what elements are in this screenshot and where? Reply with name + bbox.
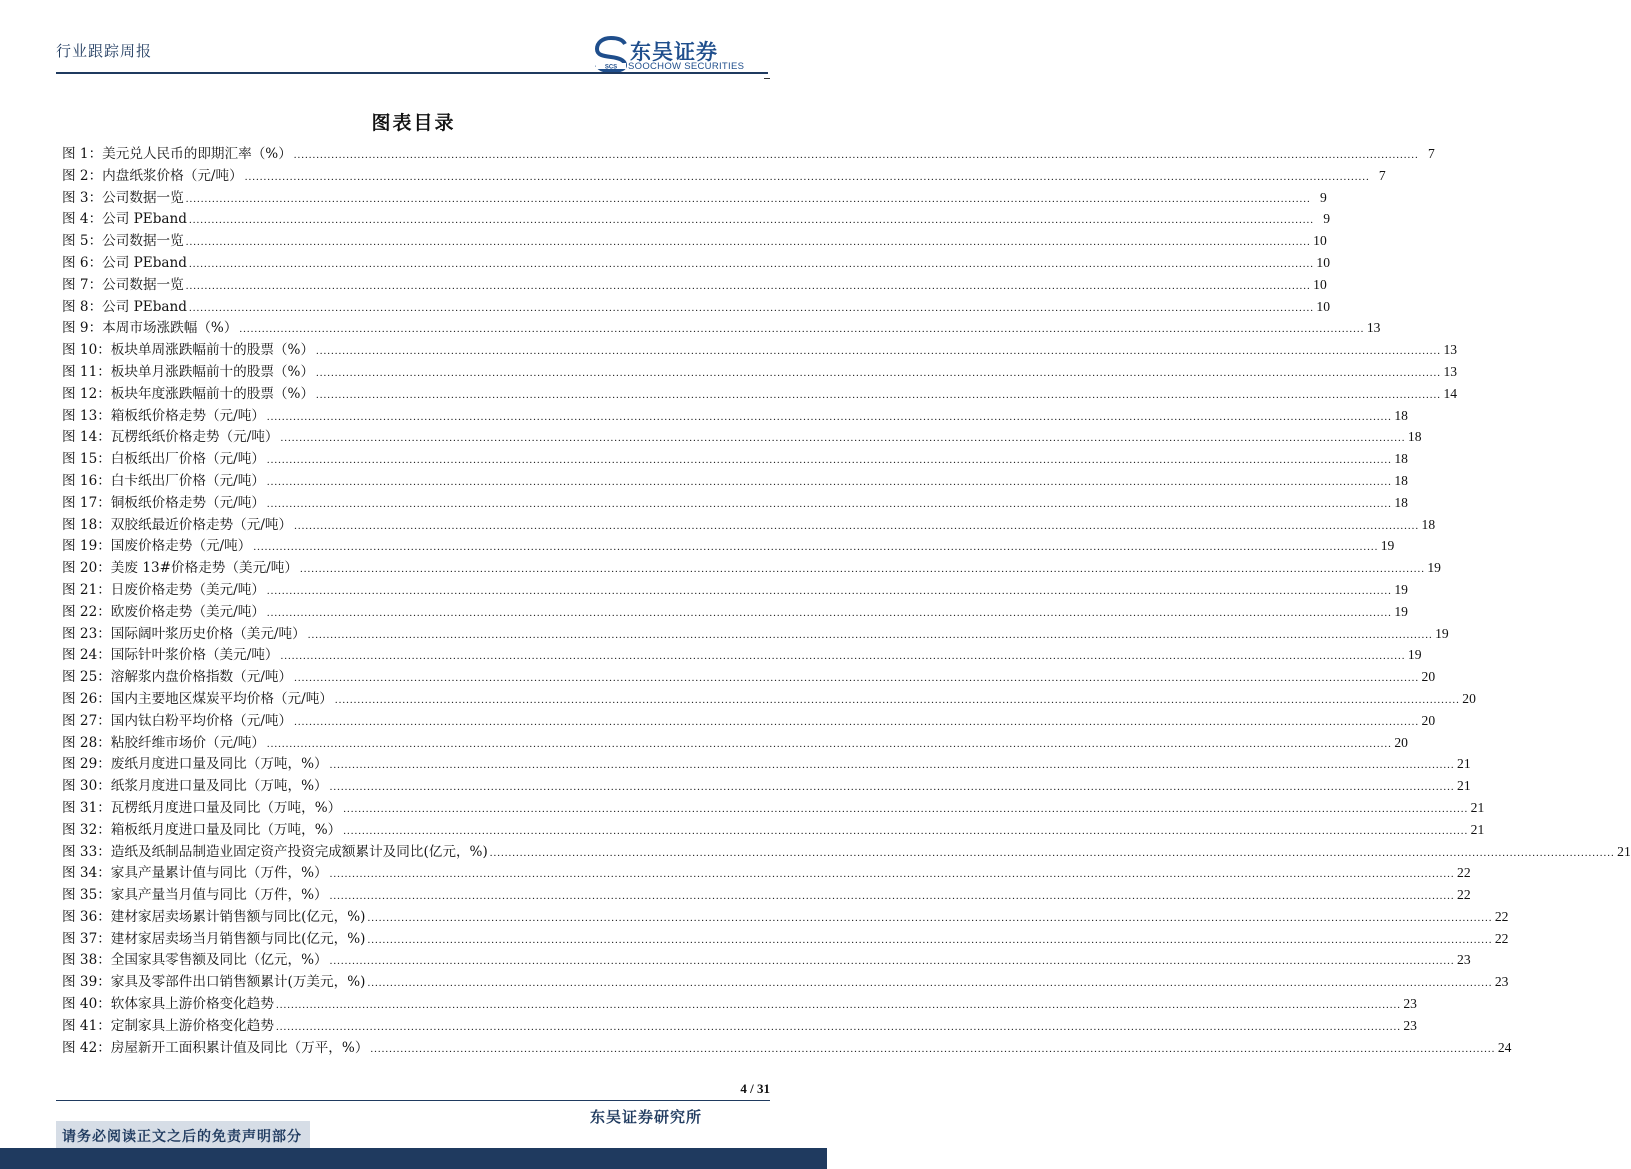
toc-entry-page: 9: [1319, 189, 1327, 205]
toc-entry-page: 18: [1394, 451, 1408, 467]
toc-dot-leader: ............................................................................................................................................................................................................................................................................................................: [343, 824, 1469, 837]
toc-dot-leader: ............................................................................................................................................................................................................................................................................................................: [266, 454, 1392, 467]
toc-entry-page: 21: [1470, 821, 1485, 837]
toc-entry-label: 图 35：家具产量当月值与同比（万件，%）: [62, 887, 328, 904]
toc-entry-page: 20: [1394, 734, 1408, 750]
toc-dot-leader: ............................................................................................................................................................................................................................................................................................................: [316, 345, 1442, 358]
toc-entry-page: 19: [1380, 538, 1395, 554]
logo-english-name: SOOCHOW SECURITIES: [628, 61, 745, 72]
toc-entry[interactable]: [62, 928, 1509, 950]
toc-entry-page: 21: [1470, 799, 1485, 815]
toc-entry[interactable]: [62, 623, 1449, 645]
toc-entry-label: 图 16：白卡纸出厂价格（元/吨）: [62, 472, 265, 489]
toc-entry-label: 图 5：公司数据一览: [62, 233, 184, 250]
table-of-figures: [62, 143, 1631, 1058]
toc-entry-label: 图 20：美废 13#价格走势（美元/吨）: [62, 560, 298, 577]
toc-entry[interactable]: [62, 383, 1458, 405]
toc-entry[interactable]: [62, 841, 1631, 863]
toc-entry[interactable]: [62, 601, 1408, 623]
toc-entry[interactable]: [62, 753, 1471, 775]
toc-dot-leader: ............................................................................................................................................................................................................................................................................................................: [329, 781, 1455, 794]
toc-dot-leader: ............................................................................................................................................................................................................................................................................................................: [329, 955, 1455, 968]
toc-entry-label: 图 12：板块年度涨跌幅前十的股票（%）: [62, 385, 315, 402]
toc-entry-label: 图 41：定制家具上游价格变化趋势: [62, 1017, 274, 1034]
toc-entry-page: 22: [1457, 865, 1471, 881]
toc-entry[interactable]: [62, 208, 1330, 230]
toc-entry-page: 7: [1378, 167, 1386, 183]
toc-entry-page: 9: [1323, 211, 1330, 227]
toc-entry-label: 图 4：公司 PEband: [62, 211, 187, 228]
toc-entry[interactable]: [62, 971, 1509, 993]
footer-bar: [0, 1148, 827, 1169]
toc-entry[interactable]: [62, 405, 1408, 427]
toc-entry[interactable]: [62, 339, 1458, 361]
toc-entry[interactable]: [62, 426, 1422, 448]
toc-entry[interactable]: [62, 252, 1330, 274]
toc-dot-leader: ............................................................................................................................................................................................................................................................................................................: [343, 802, 1469, 815]
toc-entry[interactable]: [62, 906, 1509, 928]
toc-entry-page: 21: [1457, 756, 1471, 772]
toc-entry-page: 23: [1403, 1017, 1417, 1033]
footer-organization: 东吴证券研究所: [590, 1108, 703, 1126]
toc-dot-leader: ............................................................................................................................................................................................................................................................................................................: [334, 693, 1460, 706]
toc-dot-leader: ............................................................................................................................................................................................................................................................................................................: [307, 628, 1433, 641]
toc-entry[interactable]: [62, 361, 1458, 383]
toc-dot-leader: ............................................................................................................................................................................................................................................................................................................: [316, 388, 1442, 401]
toc-dot-leader: ............................................................................................................................................................................................................................................................................................................: [329, 759, 1455, 772]
toc-entry[interactable]: [62, 317, 1381, 339]
toc-entry-page: 18: [1421, 516, 1436, 532]
report-type: 行业跟踪周报: [56, 42, 153, 60]
toc-entry[interactable]: [62, 579, 1408, 601]
toc-dot-leader: ............................................................................................................................................................................................................................................................................................................: [275, 999, 1401, 1012]
toc-dot-leader: ............................................................................................................................................................................................................................................................................................................: [367, 933, 1493, 946]
toc-entry-label: 图 6：公司 PEband: [62, 254, 187, 271]
toc-entry-label: 图 40：软体家具上游价格变化趋势: [62, 996, 274, 1013]
toc-dot-leader: ............................................................................................................................................................................................................................................................................................................: [370, 1042, 1496, 1055]
toc-entry-label: 图 1：美元兑人民币的即期汇率（%）: [62, 146, 292, 162]
toc-dot-leader: ............................................................................................................................................................................................................................................................................................................: [280, 432, 1406, 445]
toc-entry-label: 图 31：瓦楞纸月度进口量及同比（万吨，%）: [62, 799, 342, 816]
toc-entry-label: 图 21：日废价格走势（美元/吨）: [62, 581, 265, 598]
toc-entry-label: 图 39：家具及零部件出口销售额累计(万美元，%): [62, 974, 366, 991]
header-divider-tail: [764, 78, 770, 79]
toc-entry-label: 图 28：粘胶纤维市场价（元/吨）: [62, 734, 265, 751]
toc-entry[interactable]: [62, 1015, 1417, 1037]
toc-dot-leader: ............................................................................................................................................................................................................................................................................................................: [266, 410, 1392, 423]
toc-entry-label: 图 42：房屋新开工面积累计值及同比（万平，%）: [62, 1039, 369, 1056]
toc-entry-page: 18: [1407, 429, 1422, 445]
toc-entry-page: 24: [1497, 1039, 1512, 1055]
toc-entry[interactable]: [62, 143, 1435, 165]
toc-entry-page: 19: [1394, 603, 1408, 619]
toc-entry-page: 10: [1316, 254, 1330, 270]
toc-entry[interactable]: [62, 187, 1327, 209]
toc-entry-page: 13: [1443, 363, 1458, 379]
toc-dot-leader: ............................................................................................................................................................................................................................................................................................................: [489, 846, 1615, 859]
toc-entry-page: 10: [1313, 233, 1327, 249]
toc-entry-label: 图 22：欧废价格走势（美元/吨）: [62, 603, 265, 620]
toc-entry-page: 18: [1394, 472, 1408, 488]
toc-entry[interactable]: [62, 862, 1471, 884]
toc-dot-leader: ............................................................................................................................................................................................................................................................................................................: [294, 672, 1420, 685]
toc-entry[interactable]: [62, 535, 1395, 557]
toc-entry[interactable]: [62, 666, 1436, 688]
toc-dot-leader: ............................................................................................................................................................................................................................................................................................................: [189, 257, 1314, 270]
toc-entry-page: 20: [1462, 690, 1476, 706]
toc-entry[interactable]: [62, 797, 1485, 819]
toc-entry-page: 19: [1435, 625, 1449, 641]
toc-dot-leader: ............................................................................................................................................................................................................................................................................................................: [189, 301, 1314, 314]
toc-dot-leader: ............................................................................................................................................................................................................................................................................................................: [275, 1020, 1401, 1033]
toc-entry[interactable]: [62, 230, 1327, 252]
toc-entry-page: 7: [1428, 146, 1435, 161]
toc-entry[interactable]: [62, 710, 1436, 732]
toc-dot-leader: ............................................................................................................................................................................................................................................................................................................: [316, 366, 1442, 379]
toc-entry[interactable]: [62, 644, 1422, 666]
toc-entry[interactable]: [62, 732, 1408, 754]
toc-entry-label: 图 8：公司 PEband: [62, 298, 187, 315]
toc-dot-leader: ............................................................................................................................................................................................................................................................................................................: [329, 868, 1455, 881]
toc-entry-page: 18: [1394, 494, 1408, 510]
toc-dot-leader: ............................................................................................................................................................................................................................................................................................................: [266, 497, 1392, 510]
toc-entry-label: 图 14：瓦楞纸纸价格走势（元/吨）: [62, 429, 279, 446]
logo-chinese-name: 东吴证券: [630, 40, 718, 64]
toc-entry-label: 图 10：板块单周涨跌幅前十的股票（%）: [62, 342, 315, 359]
toc-entry-page: 18: [1394, 407, 1408, 423]
toc-entry-page: 22: [1494, 930, 1509, 946]
toc-entry[interactable]: [62, 1037, 1512, 1059]
toc-dot-leader: ............................................................................................................................................................................................................................................................................................................: [266, 584, 1392, 597]
toc-entry[interactable]: [62, 557, 1441, 579]
header-divider: [56, 72, 768, 74]
toc-entry-page: 21: [1457, 778, 1471, 794]
toc-entry-page: 19: [1394, 581, 1408, 597]
toc-entry-page: 23: [1403, 996, 1417, 1012]
toc-entry-label: 图 37：建材家居卖场当月销售额与同比(亿元，%): [62, 930, 366, 947]
toc-entry-label: 图 18：双胶纸最近价格走势（元/吨）: [62, 516, 293, 533]
toc-dot-leader: ............................................................................................................................................................................................................................................................................................................: [293, 149, 1419, 161]
toc-title: 图表目录: [371, 112, 456, 134]
page-number: 4 / 31: [740, 1081, 770, 1096]
toc-entry-label: 图 3：公司数据一览: [62, 189, 184, 206]
toc-entry-page: 10: [1316, 298, 1330, 314]
toc-entry-page: 13: [1443, 342, 1458, 358]
toc-dot-leader: ............................................................................................................................................................................................................................................................................................................: [280, 650, 1406, 663]
toc-entry-page: 22: [1457, 887, 1471, 903]
toc-dot-leader: ............................................................................................................................................................................................................................................................................................................: [266, 606, 1392, 619]
toc-entry-label: 图 2：内盘纸浆价格（元/吨）: [62, 167, 243, 184]
toc-entry-page: 10: [1313, 276, 1327, 292]
toc-entry-label: 图 34：家具产量累计值与同比（万件，%）: [62, 865, 328, 882]
toc-entry-page: 23: [1457, 952, 1471, 968]
toc-dot-leader: ............................................................................................................................................................................................................................................................................................................: [253, 541, 1379, 554]
toc-entry-label: 图 15：白板纸出厂价格（元/吨）: [62, 451, 265, 468]
toc-entry-label: 图 25：溶解浆内盘价格指数（元/吨）: [62, 669, 293, 686]
toc-entry[interactable]: [62, 688, 1476, 710]
toc-dot-leader: ............................................................................................................................................................................................................................................................................................................: [367, 911, 1493, 924]
toc-dot-leader: ............................................................................................................................................................................................................................................................................................................: [294, 715, 1420, 728]
toc-entry-page: 19: [1427, 560, 1441, 576]
toc-entry[interactable]: [62, 492, 1408, 514]
toc-entry-page: 23: [1494, 974, 1509, 990]
toc-entry[interactable]: [62, 514, 1436, 536]
toc-entry-label: 图 30：纸浆月度进口量及同比（万吨，%）: [62, 778, 328, 795]
toc-entry-page: 13: [1366, 320, 1381, 336]
toc-entry-label: 图 23：国际阔叶浆历史价格（美元/吨）: [62, 625, 306, 642]
disclaimer-text: 请务必阅读正文之后的免责声明部分: [62, 1129, 302, 1145]
toc-dot-leader: ............................................................................................................................................................................................................................................................................................................: [367, 977, 1493, 990]
toc-entry[interactable]: [62, 448, 1408, 470]
toc-entry-label: 图 38：全国家具零售额及同比（亿元，%）: [62, 952, 328, 969]
toc-dot-leader: ............................................................................................................................................................................................................................................................................................................: [185, 192, 1311, 205]
toc-entry-page: 20: [1421, 712, 1436, 728]
toc-dot-leader: ............................................................................................................................................................................................................................................................................................................: [299, 563, 1425, 576]
toc-dot-leader: ............................................................................................................................................................................................................................................................................................................: [294, 519, 1420, 532]
toc-entry-label: 图 24：国际针叶浆价格（美元/吨）: [62, 647, 279, 664]
toc-dot-leader: ............................................................................................................................................................................................................................................................................................................: [329, 890, 1455, 903]
toc-entry-page: 20: [1421, 669, 1436, 685]
toc-dot-leader: ............................................................................................................................................................................................................................................................................................................: [185, 279, 1311, 292]
toc-entry[interactable]: [62, 296, 1330, 318]
toc-entry[interactable]: [62, 949, 1471, 971]
toc-entry-page: 19: [1407, 647, 1422, 663]
toc-entry-label: 图 11：板块单月涨跌幅前十的股票（%）: [62, 363, 315, 380]
toc-dot-leader: ............................................................................................................................................................................................................................................................................................................: [185, 236, 1311, 249]
company-logo: [594, 36, 774, 76]
toc-dot-leader: ............................................................................................................................................................................................................................................................................................................: [244, 170, 1370, 183]
toc-entry-label: 图 7：公司数据一览: [62, 276, 184, 293]
toc-dot-leader: ............................................................................................................................................................................................................................................................................................................: [266, 737, 1392, 750]
toc-entry[interactable]: [62, 884, 1471, 906]
toc-entry-label: 图 32：箱板纸月度进口量及同比（万吨，%）: [62, 821, 342, 838]
toc-entry-page: 14: [1443, 385, 1458, 401]
toc-entry[interactable]: [62, 165, 1386, 187]
footer-divider: [56, 1100, 770, 1101]
toc-entry-page: 21: [1617, 843, 1631, 859]
toc-entry[interactable]: [62, 993, 1417, 1015]
toc-entry-label: 图 13：箱板纸价格走势（元/吨）: [62, 407, 265, 424]
toc-entry-label: 图 27：国内钛白粉平均价格（元/吨）: [62, 712, 293, 729]
toc-entry[interactable]: [62, 819, 1485, 841]
toc-entry-label: 图 26：国内主要地区煤炭平均价格（元/吨）: [62, 690, 333, 707]
logo-mark-text: SCS: [604, 64, 618, 71]
toc-entry-label: 图 9：本周市场涨跌幅（%）: [62, 320, 238, 337]
toc-entry-page: 22: [1494, 908, 1509, 924]
logo-mark-icon: [594, 36, 628, 72]
toc-dot-leader: ............................................................................................................................................................................................................................................................................................................: [189, 214, 1314, 227]
toc-dot-leader: ............................................................................................................................................................................................................................................................................................................: [266, 475, 1392, 488]
toc-entry-label: 图 33：造纸及纸制品制造业固定资产投资完成额累计及同比(亿元，%): [62, 843, 488, 860]
toc-entry-label: 图 19：国废价格走势（元/吨）: [62, 538, 252, 555]
toc-entry[interactable]: [62, 274, 1327, 296]
toc-entry-label: 图 36：建材家居卖场累计销售额与同比(亿元，%): [62, 908, 366, 925]
toc-entry-label: 图 17：铜板纸价格走势（元/吨）: [62, 494, 265, 511]
toc-entry[interactable]: [62, 775, 1471, 797]
toc-dot-leader: ............................................................................................................................................................................................................................................................................................................: [239, 323, 1365, 336]
toc-entry[interactable]: [62, 470, 1408, 492]
toc-entry-label: 图 29：废纸月度进口量及同比（万吨，%）: [62, 756, 328, 773]
